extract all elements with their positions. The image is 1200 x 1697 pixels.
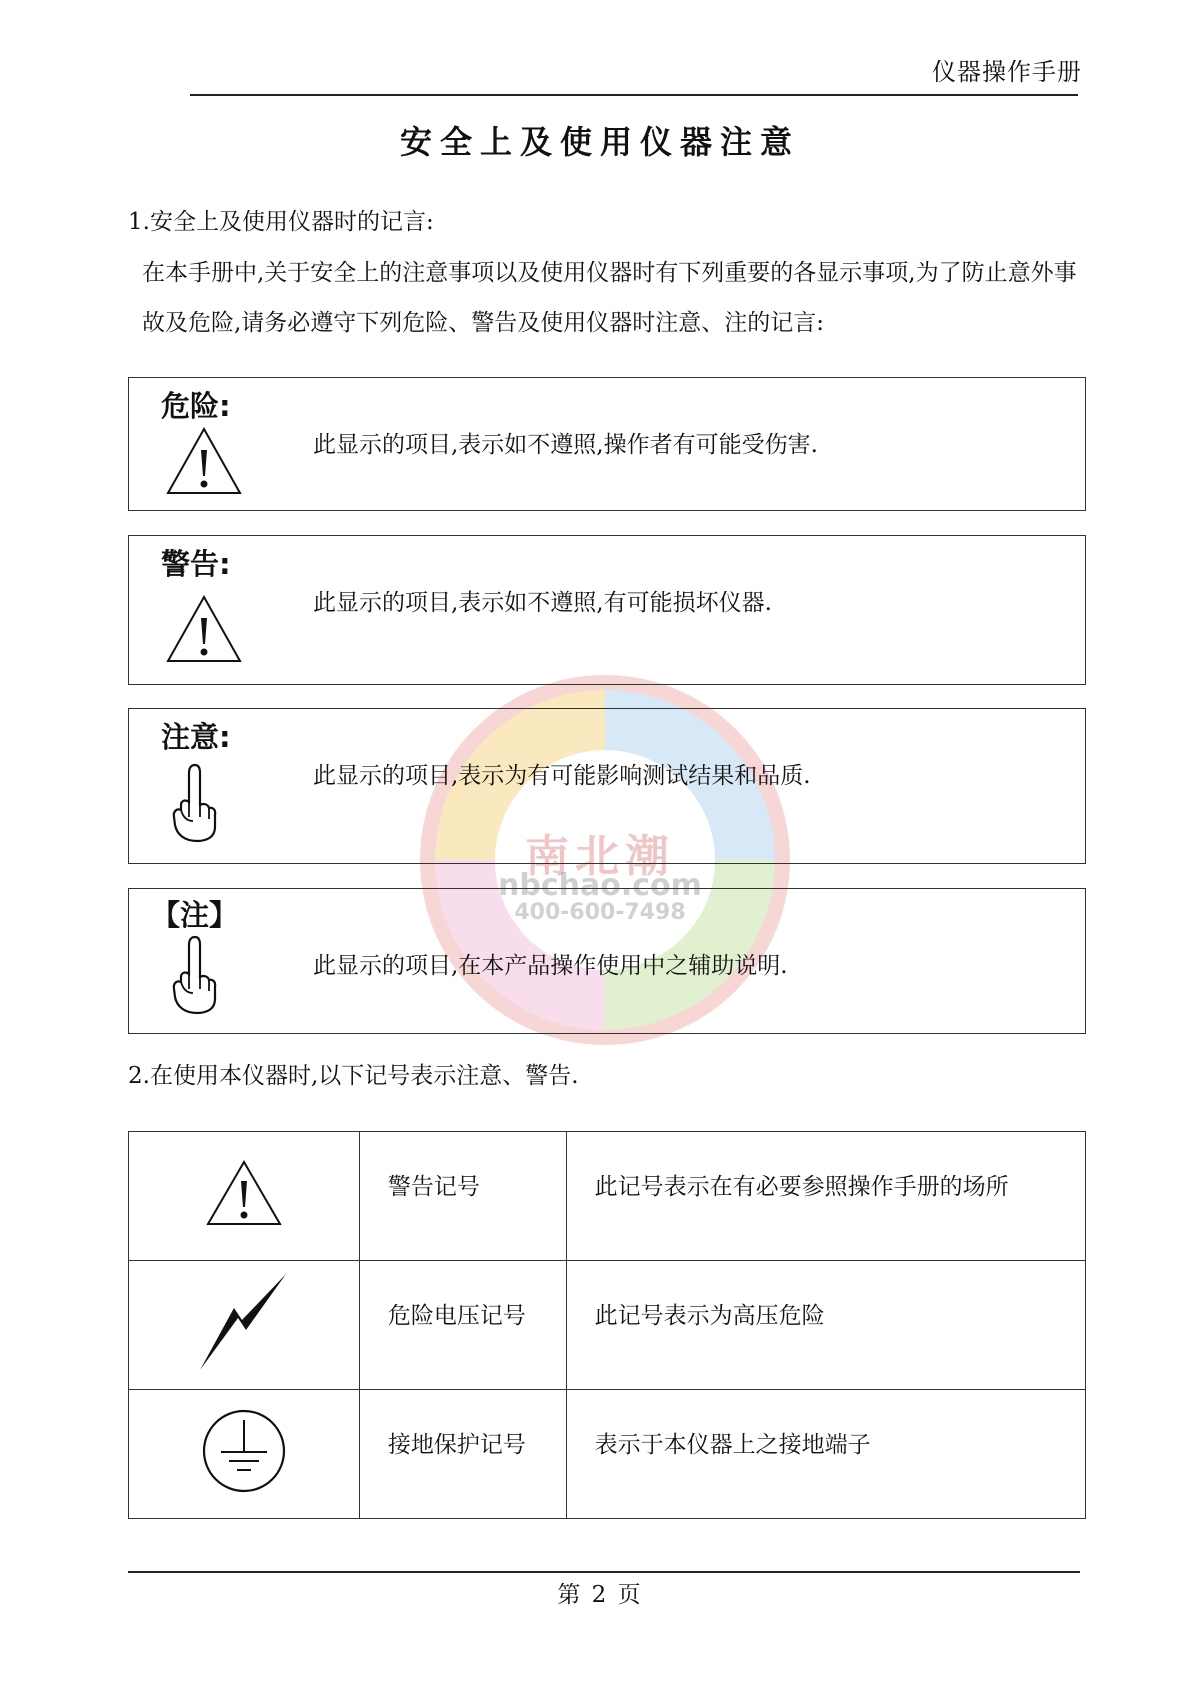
lightning-bolt-icon <box>194 1272 294 1372</box>
notice-box-note <box>128 888 1086 1034</box>
warning-triangle-icon <box>165 594 243 664</box>
symbol-icon-cell <box>129 1132 360 1261</box>
symbol-desc: 此记号表示在有必要参照操作手册的场所 <box>594 1174 1009 1200</box>
symbol-name-cell <box>359 1261 566 1390</box>
table-row <box>129 1261 1086 1390</box>
symbol-table <box>128 1131 1086 1519</box>
symbol-desc-cell <box>566 1261 1085 1390</box>
symbol-name: 危险电压记号 <box>387 1303 526 1329</box>
watermark-brand: 南北潮 <box>525 831 675 882</box>
section1-paragraph: 在本手册中,关于安全上的注意事项以及使用仪器时有下列重要的各显示事项,为了防止意外事故及危险,请务必遵守下列危险、警告及使用仪器时注意、注的记言: <box>142 260 1077 336</box>
notice-box-danger <box>128 377 1086 511</box>
table-row <box>129 1390 1086 1519</box>
footer-divider <box>128 1571 1080 1573</box>
symbol-desc-cell <box>566 1390 1085 1519</box>
ground-symbol-icon <box>201 1408 287 1494</box>
symbol-name-cell <box>359 1132 566 1261</box>
header-title: 仪器操作手册 <box>932 58 1082 86</box>
symbol-name-cell <box>359 1390 566 1519</box>
symbol-icon-cell <box>129 1390 360 1519</box>
notice-label: 注意: <box>161 720 231 754</box>
notice-box-caution <box>128 708 1086 864</box>
table-row <box>129 1132 1086 1261</box>
warning-triangle-icon <box>165 426 243 496</box>
notice-text: 此显示的项目,表示为有可能影响测试结果和品质. <box>313 763 811 789</box>
page-title: 安全上及使用仪器注意 <box>399 123 800 161</box>
symbol-icon-cell <box>129 1261 360 1390</box>
symbol-name: 警告记号 <box>387 1174 480 1200</box>
notice-label: 危险: <box>161 389 231 423</box>
watermark-phone: 400-600-7498 <box>514 900 686 925</box>
warning-triangle-icon <box>205 1159 283 1227</box>
notice-label: 警告: <box>161 547 231 581</box>
pointing-hand-icon <box>169 761 219 845</box>
symbol-desc-cell <box>566 1132 1085 1261</box>
section2-heading: 2.在使用本仪器时,以下记号表示注意、警告. <box>128 1063 579 1089</box>
section1-heading: 1.安全上及使用仪器时的记言: <box>128 209 434 235</box>
pointing-hand-icon <box>169 933 219 1017</box>
watermark-site: nbchao.com <box>498 868 702 903</box>
symbol-desc: 此记号表示为高压危险 <box>594 1303 825 1329</box>
notice-text: 此显示的项目,表示如不遵照,操作者有可能受伤害. <box>313 432 818 458</box>
notice-box-warning <box>128 535 1086 685</box>
page-number: 第 2 页 <box>557 1582 643 1608</box>
symbol-name: 接地保护记号 <box>387 1432 526 1458</box>
notice-text: 此显示的项目,表示如不遵照,有可能损坏仪器. <box>313 590 772 616</box>
header-divider <box>190 94 1078 96</box>
notice-label: 【注】 <box>151 898 239 932</box>
notice-text: 此显示的项目,在本产品操作使用中之辅助说明. <box>313 953 788 979</box>
symbol-desc: 表示于本仪器上之接地端子 <box>594 1432 871 1458</box>
